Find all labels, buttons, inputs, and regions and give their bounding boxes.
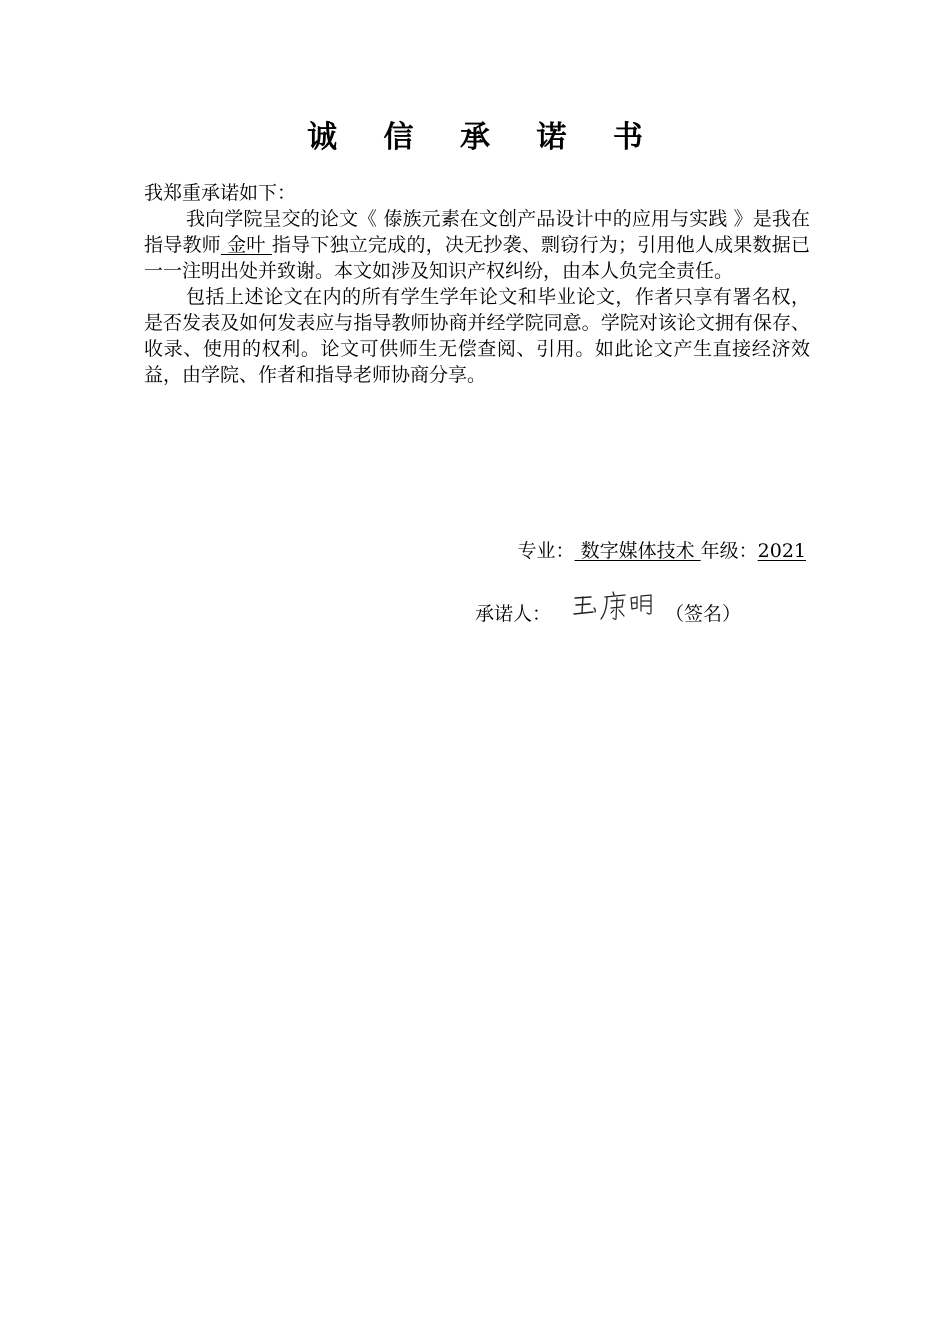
thesis-title: 傣族元素在文创产品设计中的应用与实践 [383,208,728,230]
commitment-body [144,180,810,388]
signer-line [475,597,741,631]
major-value: 数字媒体技术 [574,540,701,562]
signature-note: （签名） [665,603,742,625]
paragraph1-part2: 》是我在指导教师 [144,208,810,256]
grade-label: 年级： [700,540,758,562]
signer-label: 承诺人： [475,603,552,625]
paragraph1-part3: 指导下独立完成的，决无抄袭、剽窃行为；引用他人成果数据已一一注明出处并致谢。本文如涉及知识产权纠纷，由本人负完全责任。 [144,234,810,282]
handwritten-signature [571,589,659,623]
paragraph-thesis-statement [144,206,810,284]
major-label: 专业： [517,540,575,562]
grade-value: 2021 [757,540,806,562]
opening-line: 我郑重承诺如下： [144,182,297,204]
advisor-name: 金叶 [220,234,272,256]
paragraph1-part1: 我向学院呈交的论文《 [186,208,384,230]
page-title: 诚 信 承 诺 书 [307,120,661,155]
paragraph-rights: 包括上述论文在内的所有学生学年论文和毕业论文，作者只享有署名权，是否发表及如何发表应与指导教师协商并经学院同意。学院对该论文拥有保存、收录、使用的权利。论文可供师生无偿查阅、引用。如此论文产生直接经济效益，由学院、作者和指导老师协商分享。 [144,286,810,386]
major-grade-line [518,538,806,564]
